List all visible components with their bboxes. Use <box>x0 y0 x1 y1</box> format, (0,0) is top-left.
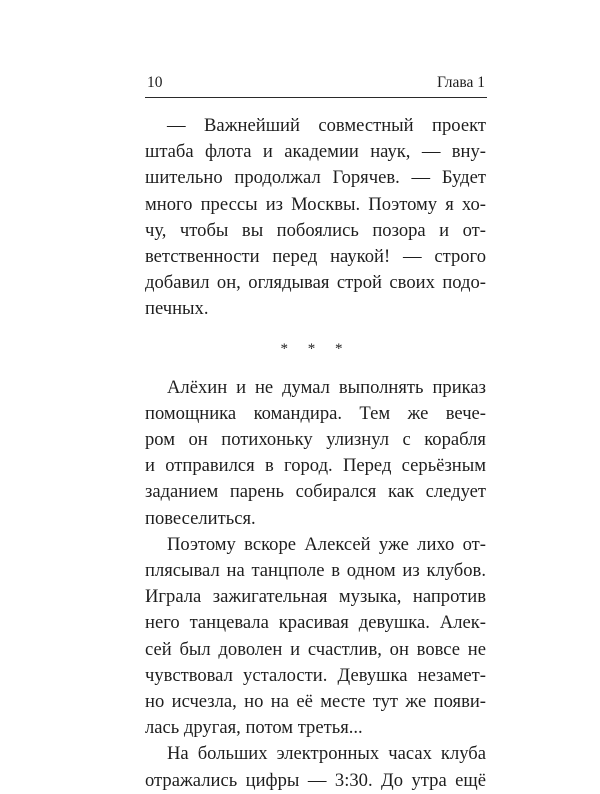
text-line: шительно продолжал Горячев. — Будет <box>145 167 486 189</box>
running-header <box>145 74 485 96</box>
paragraph <box>145 741 486 793</box>
text-line: Алёхин и не думал выполнять приказ <box>167 376 486 398</box>
page-number: 10 <box>147 74 163 91</box>
text-line: отражались цифры — 3:30. До утра ещё <box>145 769 486 791</box>
text-line: добавил он, оглядывая строй своих подо- <box>145 272 486 294</box>
header-rule <box>145 97 487 98</box>
paragraph <box>145 375 486 532</box>
text-line: — Важнейший совместный проект <box>167 115 486 136</box>
chapter-title: Глава 1 <box>436 74 485 91</box>
paragraph <box>145 113 486 323</box>
text-line: ветственности перед наукой! — строго <box>145 245 486 267</box>
section-separator: * * * <box>280 340 351 357</box>
text-line: плясывал на танцполе в одном из клубов. <box>145 560 486 581</box>
text-line: печных. <box>145 298 209 320</box>
text-line: и отправился в город. Перед серьёзным <box>145 455 486 477</box>
text-line: Играла зажигательная музыка, напротив <box>145 586 486 608</box>
text-line: Поэтому вскоре Алексей уже лихо от- <box>167 533 486 555</box>
text-line: повеселиться. <box>145 507 256 529</box>
text-line: но исчезла, но на её месте тут же появи- <box>145 690 486 712</box>
paragraph <box>145 532 486 742</box>
text-line: ром он потихоньку улизнул с корабля <box>145 429 486 451</box>
body-text <box>145 113 486 794</box>
text-line: штаба флота и академии наук, — вну- <box>145 141 486 163</box>
text-line: него танцевала красивая девушка. Алек- <box>145 612 486 634</box>
text-line: лась другая, потом третья... <box>145 717 363 739</box>
text-line: помощника командира. Тем же вече- <box>145 402 486 424</box>
text-line: заданием парень собирался как следует <box>145 481 486 503</box>
text-line: чу, чтобы вы побоялись позора и от- <box>145 219 486 241</box>
text-line: чувствовал усталости. Девушка незамет- <box>145 664 486 686</box>
text-line: На больших электронных часах клуба <box>167 743 486 765</box>
text-line: сей был доволен и счастлив, он вовсе не <box>145 638 486 660</box>
text-line: много прессы из Москвы. Поэтому я хо- <box>145 193 486 215</box>
